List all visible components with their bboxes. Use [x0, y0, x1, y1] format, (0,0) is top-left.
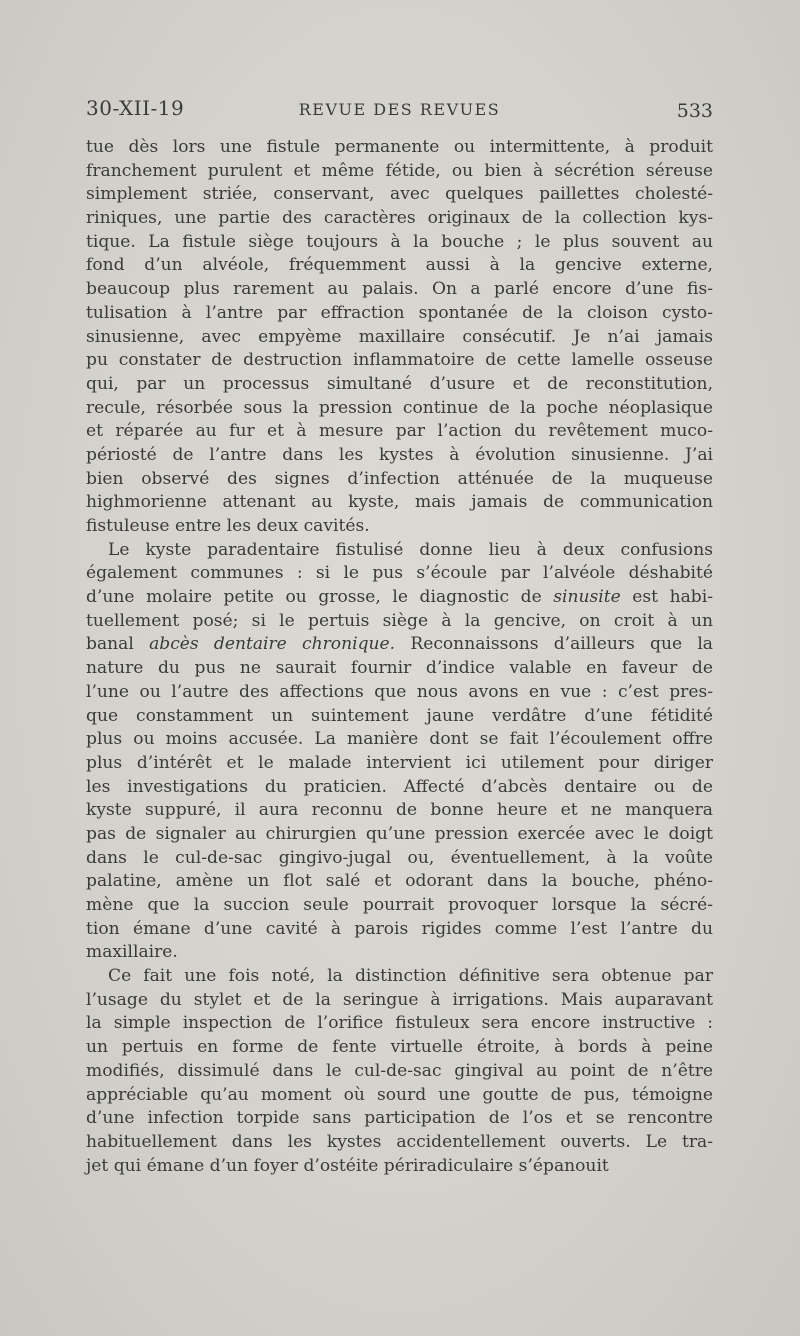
line-text: tique. La fistule siège toujours à la bouche ; le plus souvent au [86, 231, 713, 252]
line-text: tue dès lors une fistule permanente ou intermittente, à produit [86, 137, 713, 157]
italic-term: sinusite [553, 587, 621, 608]
line-text: kyste suppuré, il aura reconnu de bonne heure et ne manquera [86, 800, 713, 821]
line-text: les investigations du praticien. Affecté d’abcès dentaire ou de [86, 776, 713, 797]
line-text: palatine, amène un flot salé et odorant dans la bouche, phéno- [86, 871, 713, 892]
text-line [86, 278, 713, 302]
text-line [86, 1060, 713, 1084]
body-text [86, 136, 713, 1178]
line-text: pas de signaler au chirurgien qu’une pression exercée avec le doigt [86, 823, 713, 844]
line-text: également communes : si le pus s’écoule par l’alvéole déshabité [86, 563, 713, 584]
text-line [86, 586, 713, 610]
page-number: 533 [676, 100, 713, 122]
line-text: mène que la succion seule pourrait provoquer lorsque la sécré- [86, 895, 713, 915]
text-line [86, 941, 713, 965]
text-line [86, 870, 713, 894]
header-date: 30-XII-19 [86, 96, 185, 120]
line-text: bien observé des signes d’infection atténuée de la muqueuse [86, 468, 713, 489]
text-line [86, 681, 713, 705]
line-text: habituellement dans les kystes accidentellement ouverts. Le tra- [86, 1131, 713, 1152]
line-text: franchement purulent et même fétide, ou bien à sécrétion séreuse [86, 160, 713, 181]
text-line [86, 823, 713, 847]
line-text-after: Reconnaissons d’ailleurs que la [395, 634, 713, 655]
text-line [86, 918, 713, 942]
text-line [86, 326, 713, 350]
line-text: et réparée au fur et à mesure par l’action du revêtement muco- [86, 421, 713, 442]
line-text: banal [86, 634, 150, 655]
text-line [86, 1012, 713, 1036]
line-text: tion émane d’une cavité à parois rigides comme l’est l’antre du [86, 918, 713, 939]
journal-title: REVUE DES REVUES [298, 100, 501, 119]
italic-term: abcès dentaire chronique. [149, 634, 396, 655]
line-text: pu constater de destruction inflammatoire de cette lamelle osseuse [86, 350, 713, 371]
text-line [86, 207, 713, 231]
line-text: simplement striée, conservant, avec quelques paillettes cholesté- [86, 184, 713, 205]
text-line [86, 183, 713, 207]
line-text: d’une molaire petite ou grosse, le diagnostic de [86, 587, 542, 608]
text-line [86, 562, 713, 586]
text-line [86, 1036, 713, 1060]
text-line [86, 965, 713, 989]
text-line [86, 160, 713, 184]
text-line [86, 539, 713, 563]
line-text: l’une ou l’autre des affections que nous avons en vue : c’est pres- [86, 681, 713, 702]
text-line [86, 894, 713, 918]
text-line [86, 302, 713, 326]
text-line [86, 705, 713, 729]
text-line [86, 1155, 713, 1179]
line-text: d’une infection torpide sans participation de l’os et se rencontre [86, 1108, 713, 1129]
line-text: périosté de l’antre dans les kystes à évolution sinusienne. J’ai [86, 444, 713, 465]
line-text: plus ou moins accusée. La manière dont se fait l’écoulement offre [86, 729, 713, 750]
line-text: modifiés, dissimulé dans le cul-de-sac gingival au point de n’être [86, 1060, 713, 1081]
text-line [86, 491, 713, 515]
text-line [86, 799, 713, 823]
text-line [86, 468, 713, 492]
line-text: tulisation à l’antre par effraction spontanée de la cloison cysto- [86, 302, 713, 323]
line-text: nature du pus ne saurait fournir d’indice valable en faveur de [86, 658, 713, 679]
text-line [86, 728, 713, 752]
text-line [86, 1107, 713, 1131]
line-text: que constamment un suintement jaune verdâtre d’une fétidité [86, 705, 713, 726]
text-line [86, 657, 713, 681]
line-text: la simple inspection de l’orifice fistuleux sera encore instructive : [86, 1013, 713, 1034]
text-line [86, 776, 713, 800]
text-line [86, 847, 713, 871]
line-text: dans le cul-de-sac gingivo-jugal ou, éventuellement, à la voûte [86, 847, 713, 868]
line-text: Ce fait une fois noté, la distinction définitive sera obtenue par [108, 966, 713, 987]
line-text: qui, par un processus simultané d’usure et de reconstitution, [86, 373, 713, 394]
text-line [86, 254, 713, 278]
line-text: plus d’intérêt et le malade intervient ici utilement pour diriger [86, 752, 713, 773]
line-text: highmorienne attenant au kyste, mais jamais de communication [86, 492, 713, 513]
line-text: sinusienne, avec empyème maxillaire consécutif. Je n’ai jamais [86, 326, 713, 347]
line-text: jet qui émane d’un foyer d’ostéite périradiculaire s’épanouit [86, 1155, 609, 1176]
text-line [86, 752, 713, 776]
line-text: fistuleuse entre les deux cavités. [86, 516, 370, 536]
text-line [86, 1131, 713, 1155]
line-text: recule, résorbée sous la pression continue de la poche néoplasique [86, 397, 713, 418]
line-text: maxillaire. [86, 942, 178, 963]
text-line [86, 349, 713, 373]
line-text-after: est habi- [620, 587, 713, 608]
text-line [86, 373, 713, 397]
text-line [86, 610, 713, 634]
text-line [86, 633, 713, 657]
text-line [86, 420, 713, 444]
text-line [86, 136, 713, 160]
paragraph [86, 539, 713, 965]
line-text: l’usage du stylet et de la seringue à irrigations. Mais auparavant [86, 989, 713, 1010]
line-text: fond d’un alvéole, fréquemment aussi à la gencive externe, [86, 255, 713, 276]
text-line [86, 444, 713, 468]
text-line [86, 397, 713, 421]
line-text: appréciable qu’au moment où sourd une goutte de pus, témoigne [86, 1084, 713, 1105]
paragraph [86, 965, 713, 1178]
line-text: un pertuis en forme de fente virtuelle étroite, à bords à peine [86, 1037, 713, 1058]
line-text: tuellement posé; si le pertuis siège à la gencive, on croit à un [86, 610, 713, 631]
line-text: beaucoup plus rarement au palais. On a parlé encore d’une fis- [86, 279, 713, 300]
text-line [86, 1084, 713, 1108]
line-text: riniques, une partie des caractères originaux de la collection kys- [86, 208, 713, 229]
text-line [86, 515, 713, 539]
paragraph [86, 136, 713, 539]
line-text: Le kyste paradentaire fistulisé donne lieu à deux confusions [108, 539, 713, 560]
text-line [86, 231, 713, 255]
running-header [86, 96, 713, 128]
text-line [86, 989, 713, 1013]
